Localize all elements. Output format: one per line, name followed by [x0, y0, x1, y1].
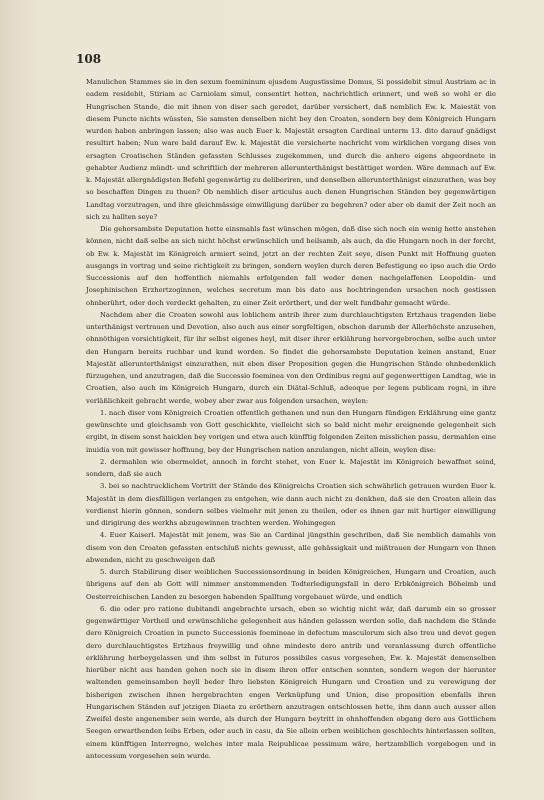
- list-item-4: 4. Euer Kaiserl. Majestät mit jenem, was Sie an Cardinal jüngsthin geschriben, daß Sie nemblich damahls von disem von den Croaten gefassten entschluß nichts gewusst, alle gehässigkait und mißtrauen der Hungarn von Ihnen abwenden, nicht zu geschweigen daß: [86, 531, 496, 564]
- body-text: [86, 76, 496, 762]
- list-item-3: 3. bei so nachtrucklichem Vortritt der Stände des Königreichs Croatien sich schwährlich getrauen wurden Euer k. Majestät in dem diesfälligen verlangen zu entgehen, wie dann auch nicht zu denkhen, daß sie den Croaten allein das verdienst hierin gönnen, sondern selbes vielmehr mit jenen zu theilen, oder es ihnen gar mit hurtiger einwilligung und dirigirung des werkhs abzugewinnen trachten werden. Wohingegen: [86, 482, 496, 527]
- list-item-5: 5. durch Stabilirung diser weiblichen Successionsordnung in beiden Königreichen, Hungarn und Croatien, auch übrigens auf den ab Gott will nimmer anstommenden Todterledigungsfall in dero Erbkönigreich Böheimb und Oesterreichischen Landen zu besorgen habenden Spalltung vorgebauet würde, und endlich: [86, 568, 496, 601]
- page-number: 108: [76, 52, 102, 66]
- paragraph-1: Manulichen Stammes sie in den sexum foemininum ejusdem Augustissime Domus, Si possidebit simul Austriam ac in eadem residebit, Stiriam ac Carniolam simul, consentirt hetten, nachrichtlich erinnert, und weß so wohl er die Hungrischen Stande, die mit ihnen von diser sach geredet, darüber versichert, daß nemblich Ew. k. Maiestät von diesem Puncte nichts wüssten, Sie samsten denselben nicht bey den Croaten, sondern bey dem Königreich Hungarn wurden haben anbringen lassen; also was auch Euer k. Majestät ersagten Cardinal unterm 13. dito darauf gnädigst resultirt haben; Nun ware bald darauf Ew. k. Majestät die versicherte nachricht vom wirklichen vorgang dises von ersagten Croatischen Ständen gefassten Schlusses zugekommen, und durch die anhero eigens abgeordnete in gehabter Audienz mündt- und schriftlich der mehreren allerunterthänigst bestättiget worden. Wäre demnach auf Ew. k. Majestät allergnädigsten Befehl gegenwärtig zu deliberiren, und denselben allerunterthänigst einzurathen, was bey so beschaffen Dingen zu thuen? Ob nemblich diser articulus auch denen Hungrischen Ständen bey gegenwärtigen Landtag vorzutragen, und ihre gleichmässige einwilligung darüber zu begehren? oder aber ob damit der Zeit noch an sich zu hallten seye?: [86, 78, 496, 221]
- list-item-1: 1. nach diser vom Königreich Croatien offentlich gethanen und nun den Hungarn fündigen Erklährung eine gantz gewünschte und gleichsamb von Gott geschickhte, vielleicht sich so bald nicht mehr ereignende gelegenheit sich ergibt, in disem sonst haicklen bey vorigen und etwa auch künfftig folgenden Zeiten misslichen passu, dermahlen eine inuidia von mit gewisser hoffnung, bey der Hungrischen nation anzulangen, nicht allein, weylen dise:: [86, 408, 496, 454]
- paragraph-2: Die gehorsambste Deputation hette einsmahls fast wünschen mögen, daß dise sich noch ein wenig hette anstehen können, nicht daß selbe an sich nicht höchst erwünschlich und heilsamb, als auch, da die Hungarn noch in der forcht, ob Ew. k. Majestät im Königreich armiert seind, jetzt an der rechten Zeit seye, disen Punkt mit Hoffnung gueten ausgangs in vortrag und seine richtigkeit zu bringen, sondern weylen durch deren Befestigung eo ipso auch die Ordo Successionis auf den hoffentlich niemahls erfolgenden fall weder denen nachgelaffenen Leopoldin- und Josephinischen Erzhertzoginnen, welches secretum man bis dato aus hochtringenden ursachen noch gestissen ohnberührt, oder doch verdeckt gehalten, zu einer Zeit erörthert, und der welt fundbahr gemacht würde.: [86, 225, 496, 307]
- list-item-6: 6. die oder pro ratione dubitandi angebrachte ursach, eben so wichtig nicht wär, daß darumb ein so grosser gegenwärttiger Vortheil und erwünschliche gelegenheit aus händen gelassen werden solle, daß nachdem die Stände dero Königreich Croatien in puncto Successionis foemineae in defectum masculorum sich also treu und devot gegen dero durchlauchtigstes Ertzhaus freywillig und ohne mindeste dero antrib und veranlassung durch offentliche erklährung herbeygelassen und ihm selbst in futuros possibiles casus vorgesehen, Ew. k. Majestät demenselben hierüber nicht aus handen gehen noch sie in disem ihren offer entschen sonnten, sondern wegen der hierunter waltenden gemeinsamben heyll beder Ihro liebsten Königreich Hungarn und Croatien und zu verewigung der bisherigen zwischen ihnen hergebrachten engen Verknüpfung und Union, dise proposition ebenfalls ihren Hungarischen Ständen auf jetzigen Diaeta zu erörthern anzutragen entschlossen hette, ihm dann auch ausser allen Zweifel deste angenember sein werde, als durch der Hungarn beytritt in ohnhoffenden obgang dero aus Gottlichem Seegen erwarthenden leibs Erben, oder auch in casu, da Sie allein erben weiblichen geschlechts hinterlassen sollten, einem künfftigen Interregno, welches inter mala Reipublicae pessimum wäre, hertzambllich vorgebogen und in antecessum vorgesehen sein wurde.: [86, 604, 496, 760]
- list-item-2: 2. dermahlen wie obermeldet, annoch in forcht stehet, von Euer k. Majestät im Königreich bewaffnet seind, sondern, daß sie auch: [86, 457, 496, 478]
- paragraph-3: Nachdem aber die Croaten sowohl aus loblichem antrib ihrer zum durchlauchtigsten Ertzhaus tragenden liebe unterthänigst vertrauen und Devotion, also auch aus einer sorgfeltigen, obschon darumb der Allerhöchste anzusehen, ohnnöthigen vorsichtigkeit, für ihr selbst eigenes heyl, mit diser ihrer erklährung hervorgebrochen, selbe auch unter den Hungarn bereits ruchbar und kund worden. So findet die gehorsambste Deputation keinen anstand, Euer Majestät allerunterthänigst einzurathen, mit eben diser Proposition gegen die Hungrischen Stände ohnbedenklich fürzugehen, und anzutragen, daß die Successio foeminea von den Ordinibus regni auf gegenwerttigen Landtag, wie in Croatien, also auch im Königreich Hungarn, durch ein Diätal-Schluß, adeoque per legem publicam regni, in ihre verläßlichkeit gebracht werde, wobey aber zwar aus folgenden ursachen, weylen:: [86, 310, 496, 405]
